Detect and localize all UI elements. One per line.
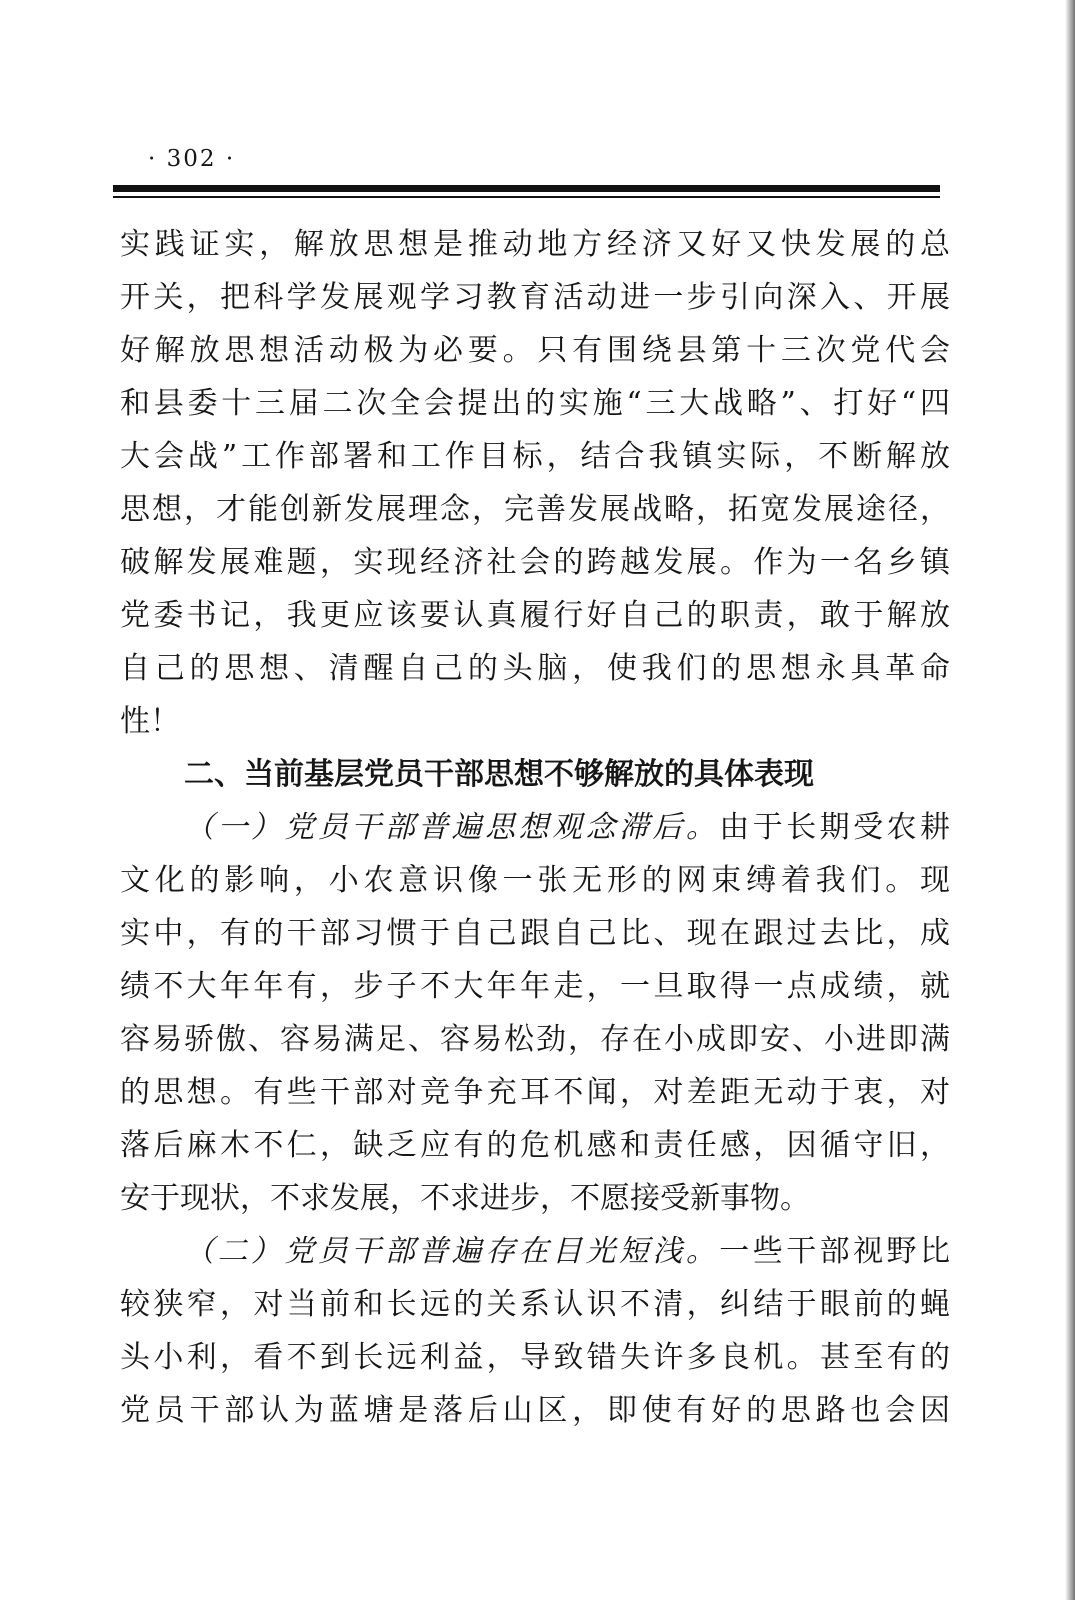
subsection-lead: （一）党员干部普遍思想观念滞后。 — [184, 810, 720, 845]
text-run: 一些干部视野比 — [719, 1234, 951, 1269]
text-line: 开关，把科学发展观学习教育活动进一步引向深入、开展 — [120, 280, 950, 315]
text-line: 落后麻木不仁，缺乏应有的危机感和责任感，因循守旧， — [120, 1128, 950, 1163]
text-line: 性！ — [120, 704, 180, 739]
subsection-lead: （二）党员干部普遍存在目光短浅。 — [184, 1234, 720, 1269]
scan-edge-shadow — [1065, 0, 1075, 1600]
text-line — [120, 1225, 950, 1278]
section-heading: 二、当前基层党员干部思想不够解放的具体表现 — [184, 757, 814, 792]
paragraph-1 — [120, 218, 950, 748]
text-line: 破解发展难题，实现经济社会的跨越发展。作为一名乡镇 — [120, 545, 950, 580]
page-body — [120, 218, 950, 1437]
text-line: 实践证实，解放思想是推动地方经济又好又快发展的总 — [120, 227, 950, 262]
text-line: 思想，才能创新发展理念，完善发展战略，拓宽发展途径， — [120, 492, 950, 527]
text-line: 文化的影响，小农意识像一张无形的网束缚着我们。现 — [120, 863, 950, 898]
text-line: 实中，有的干部习惯于自己跟自己比、现在跟过去比，成 — [120, 916, 950, 951]
text-line — [120, 801, 950, 854]
text-line: 党委书记，我更应该要认真履行好自己的职责，敢于解放 — [120, 598, 950, 633]
text-line: 绩不大年年有，步子不大年年走，一旦取得一点成绩，就 — [120, 969, 950, 1004]
text-line: 容易骄傲、容易满足、容易松劲，存在小成即安、小进即满 — [120, 1022, 950, 1057]
text-line: 的思想。有些干部对竞争充耳不闻，对差距无动于衷，对 — [120, 1075, 950, 1110]
paragraph-2 — [120, 801, 950, 1225]
text-line: 好解放思想活动极为必要。只有围绕县第十三次党代会 — [120, 333, 950, 368]
text-line: 头小利，看不到长远利益，导致错失许多良机。甚至有的 — [120, 1340, 950, 1375]
header-rule-thin — [113, 196, 940, 198]
text-run: 由于长期受农耕 — [719, 810, 951, 845]
text-line: 党员干部认为蓝塘是落后山区，即使有好的思路也会因 — [120, 1393, 950, 1428]
text-line: 大会战”工作部署和工作目标，结合我镇实际，不断解放 — [120, 439, 950, 474]
header-rule-thick — [113, 185, 940, 192]
text-line: 和县委十三届二次全会提出的实施“三大战略”、打好“四 — [120, 386, 950, 421]
text-line: 自己的思想、清醒自己的头脑，使我们的思想永具革命 — [120, 651, 950, 686]
page-number: · 302 · — [148, 146, 236, 172]
text-line: 较狭窄，对当前和长远的关系认识不清，纠结于眼前的蝇 — [120, 1287, 950, 1322]
paragraph-3 — [120, 1225, 950, 1437]
text-line: 安于现状，不求发展，不求进步，不愿接受新事物。 — [120, 1181, 810, 1216]
